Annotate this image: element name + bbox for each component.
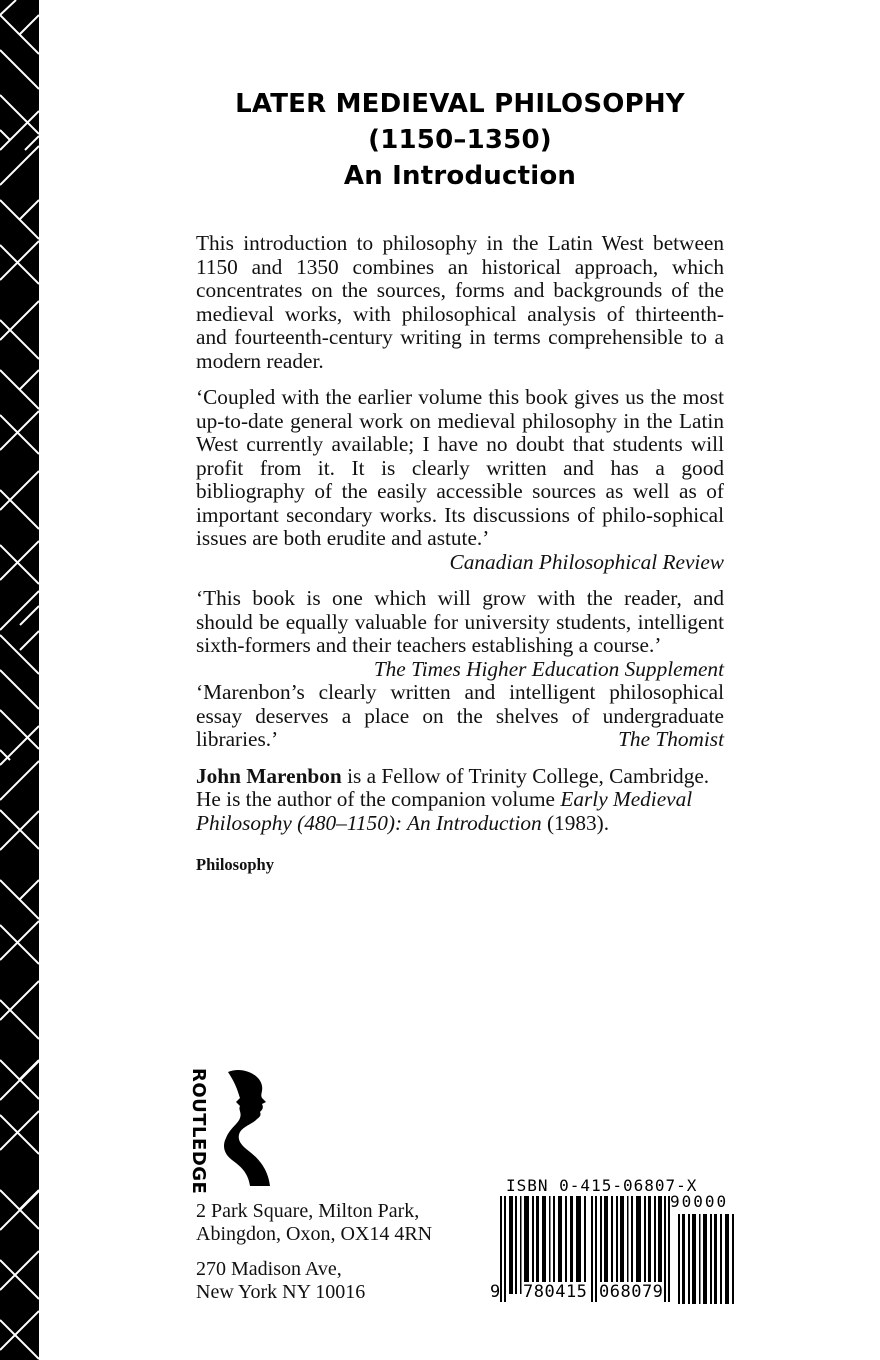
blurb: This introduction to philosophy in the Latin West between 1150 and 1350 combines an historical approach, which concentrates on the sources, forms and backgrounds of the medieval works, with philosophical analysis of thirteenth- and fourteenth-century writing in terms comprehensible to a modern reader. bbox=[196, 231, 724, 373]
review-source: The Thomist bbox=[618, 727, 724, 751]
routledge-faces-icon bbox=[222, 1068, 282, 1190]
review-3 bbox=[196, 681, 724, 752]
review-quote: ‘This book is one which will grow with the reader, and should be equally valuable for university students, intelligent sixth-formers and their teachers establishing a course.’ bbox=[196, 586, 724, 657]
author-name: John Marenbon bbox=[196, 763, 342, 788]
address-us-line2: New York NY 10016 bbox=[196, 1281, 366, 1303]
address-uk-line1: 2 Park Square, Milton Park, bbox=[196, 1200, 420, 1222]
title-dates: (1150–1350) bbox=[368, 125, 552, 155]
review-source: The Times Higher Education Supplement bbox=[373, 656, 724, 681]
publisher-logo bbox=[188, 1068, 288, 1195]
author-bio bbox=[196, 765, 724, 836]
review-source: Canadian Philosophical Review bbox=[449, 549, 724, 574]
ean-lead-digit: 9 bbox=[490, 1282, 501, 1302]
book-title bbox=[160, 86, 760, 194]
isbn-barcode bbox=[478, 1176, 738, 1306]
subject-category: Philosophy bbox=[196, 855, 274, 874]
review-quote: ‘Marenbon’s clearly written and intelligent philosophical essay deserves a place on the shelves of undergraduate libraries.’ bbox=[196, 680, 724, 751]
review-2 bbox=[196, 586, 724, 681]
address-uk bbox=[196, 1200, 476, 1246]
spine-pattern bbox=[0, 0, 39, 1360]
review-quote: ‘Coupled with the earlier volume this book gives us the most up-to-date general work on medieval philosophy in the Latin West currently available; I have no doubt that students will profit from it. It is clearly written and has a good bibliography of the easily accessible sources as well as of important secondary works. Its discussions of philo-sophical issues are both erudite and astute.’ bbox=[196, 385, 724, 550]
address-uk-line2: Abingdon, Oxon, OX14 4RN bbox=[196, 1223, 433, 1245]
address-us bbox=[196, 1258, 476, 1304]
isbn-number: ISBN 0-415-06807-X bbox=[506, 1176, 698, 1195]
title-main: LATER MEDIEVAL PHILOSOPHY bbox=[235, 89, 685, 119]
ean-left-digits: 780415 bbox=[523, 1282, 588, 1302]
publisher-name: ROUTLEDGE bbox=[188, 1068, 209, 1195]
herringbone-pattern-icon bbox=[0, 0, 39, 1360]
review-1 bbox=[196, 386, 724, 574]
address-us-line1: 270 Madison Ave, bbox=[196, 1258, 342, 1280]
price-addon: 90000 bbox=[670, 1192, 729, 1211]
companion-title: Early Medieval Philosophy (480–1150): An Introduction bbox=[196, 787, 693, 835]
ean-right-digits: 068079 bbox=[599, 1282, 664, 1302]
back-cover-text bbox=[196, 232, 724, 877]
author-bio-end: (1983). bbox=[541, 810, 610, 835]
author-bio-text: is a Fellow of Trinity College, Cambridge. He is the author of the companion volume bbox=[196, 763, 710, 811]
title-subtitle: An Introduction bbox=[343, 161, 577, 191]
publisher-addresses bbox=[196, 1200, 476, 1316]
